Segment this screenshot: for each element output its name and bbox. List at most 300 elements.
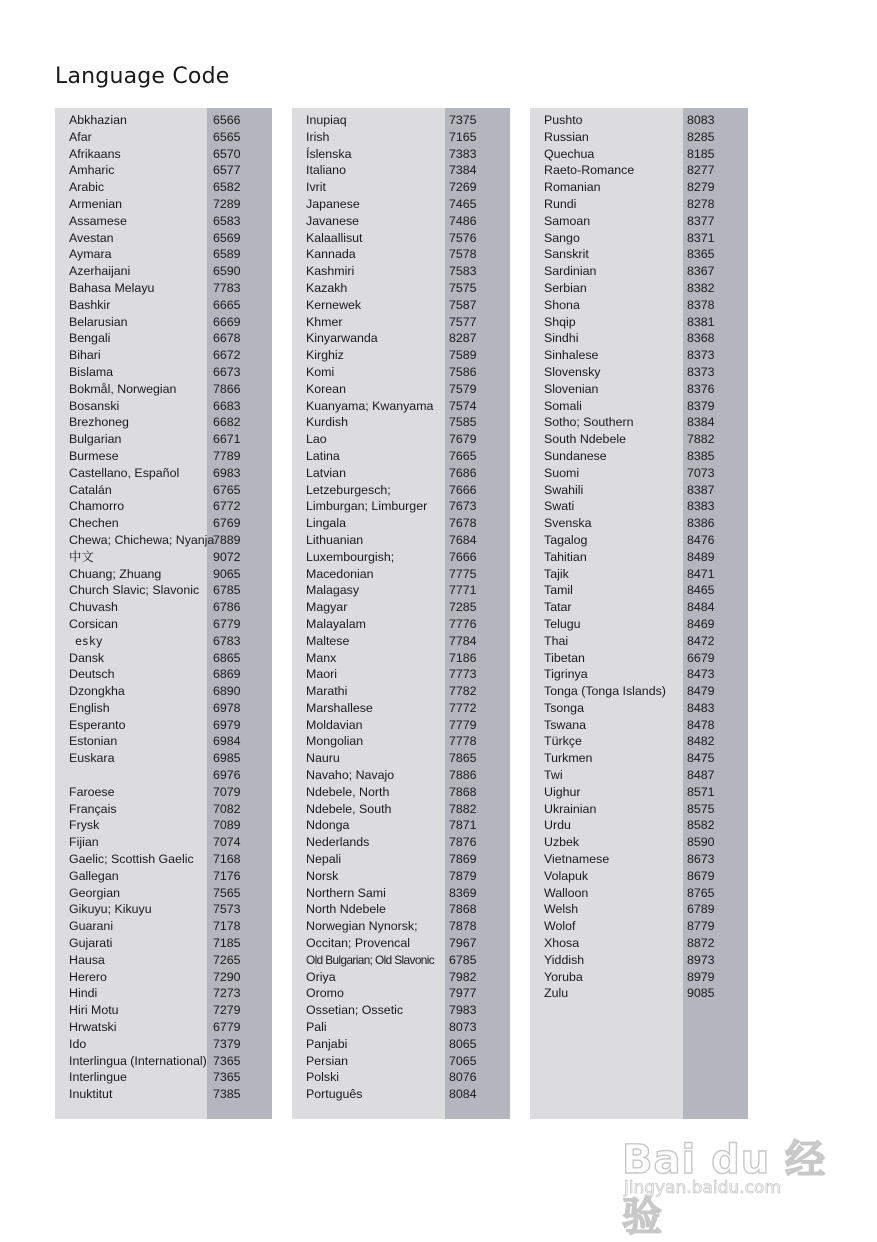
language-row: [530, 952, 748, 969]
language-code: 8383: [687, 499, 715, 514]
language-code: 6683: [213, 398, 241, 413]
language-row: [55, 347, 272, 364]
language-name: Somali: [544, 398, 582, 413]
language-name: Français: [69, 801, 117, 816]
language-name: Catalán: [69, 482, 112, 497]
language-name: Tonga (Tonga Islands): [544, 684, 666, 699]
language-code: 6865: [213, 650, 241, 665]
language-row: [292, 817, 510, 834]
language-name: Tibetan: [544, 650, 585, 665]
language-row: [55, 532, 272, 549]
language-row: [55, 633, 272, 650]
language-code: 8369: [449, 885, 477, 900]
language-code: 7684: [449, 532, 477, 547]
language-row: [292, 801, 510, 818]
language-name: Nauru: [306, 751, 340, 766]
language-code: 8084: [449, 1087, 477, 1102]
language-row: [530, 482, 748, 499]
language-name: Northern Sami: [306, 885, 386, 900]
language-code: 8065: [449, 1036, 477, 1051]
language-name: Oriya: [306, 969, 336, 984]
language-name: Italiano: [306, 163, 346, 178]
language-code: 6669: [213, 314, 241, 329]
language-code: 7185: [213, 936, 241, 951]
language-name: Chechen: [69, 516, 119, 531]
language-row: [55, 364, 272, 381]
language-code: 7178: [213, 919, 241, 934]
language-row: [292, 549, 510, 566]
language-code: 6590: [213, 264, 241, 279]
language-name: Maori: [306, 667, 337, 682]
language-code: 8673: [687, 852, 715, 867]
language-name: Gallegan: [69, 868, 119, 883]
language-name: Deutsch: [69, 667, 115, 682]
language-row: [292, 918, 510, 935]
language-row: [55, 129, 272, 146]
language-name: Kinyarwanda: [306, 331, 378, 346]
language-code: 8371: [687, 230, 715, 245]
language-name: Fijian: [69, 835, 99, 850]
language-code: 6569: [213, 230, 241, 245]
language-row: [292, 767, 510, 784]
language-row: [292, 650, 510, 667]
language-code: 7165: [449, 129, 477, 144]
language-name: Kernewek: [306, 297, 362, 312]
language-code: 8278: [687, 196, 715, 211]
language-name: 中文: [69, 549, 94, 564]
language-name: Sanskrit: [544, 247, 589, 262]
language-name: Tahitian: [544, 549, 587, 564]
language-name: Panjabi: [306, 1036, 348, 1051]
language-code: 6583: [213, 213, 241, 228]
language-code: 7587: [449, 297, 477, 312]
language-name: Inuktitut: [69, 1087, 113, 1102]
language-code: 7773: [449, 667, 477, 682]
language-name: Frysk: [69, 818, 100, 833]
language-code: 6890: [213, 684, 241, 699]
language-name: Malagasy: [306, 583, 360, 598]
language-row: [55, 230, 272, 247]
language-name: Yoruba: [544, 969, 583, 984]
language-code: 8382: [687, 280, 715, 295]
language-table-2: [292, 108, 510, 1119]
language-row: [530, 381, 748, 398]
language-name: Chuvash: [69, 600, 118, 615]
language-row: [55, 952, 272, 969]
language-row: [55, 901, 272, 918]
language-code: 7665: [449, 448, 477, 463]
language-row: [530, 263, 748, 280]
language-name: Maltese: [306, 633, 350, 648]
language-name: Walloon: [544, 885, 589, 900]
language-name: Estonian: [69, 734, 118, 749]
language-row: [530, 549, 748, 566]
language-code: 8386: [687, 516, 715, 531]
language-code: 6589: [213, 247, 241, 262]
language-code: 7779: [449, 717, 477, 732]
language-row: [55, 112, 272, 129]
language-code: 6765: [213, 482, 241, 497]
language-code: 7575: [449, 280, 477, 295]
language-row: [530, 213, 748, 230]
language-row: [292, 364, 510, 381]
language-row: [530, 868, 748, 885]
language-code: 7878: [449, 919, 477, 934]
language-name: Latina: [306, 448, 340, 463]
language-name: Azerhaijani: [69, 264, 131, 279]
language-code: 7784: [449, 633, 477, 648]
language-row: [55, 1019, 272, 1036]
language-name: Castellano, Español: [69, 465, 180, 480]
language-code: 8279: [687, 180, 715, 195]
language-row: [292, 414, 510, 431]
language-name: North Ndebele: [306, 902, 386, 917]
language-code: 8083: [687, 113, 715, 127]
language-row: [530, 179, 748, 196]
language-row: [292, 465, 510, 482]
language-row: [292, 784, 510, 801]
language-code: 7967: [449, 936, 477, 951]
language-row: [55, 733, 272, 750]
language-row: [55, 146, 272, 163]
language-code: 6976: [213, 768, 241, 783]
language-row: [55, 263, 272, 280]
language-code: 8073: [449, 1020, 477, 1035]
language-row: [55, 314, 272, 331]
language-name: Norsk: [306, 868, 339, 883]
language-row: [55, 616, 272, 633]
language-row: [55, 885, 272, 902]
language-code: 8765: [687, 885, 715, 900]
language-code: 8571: [687, 784, 715, 799]
language-code: 8387: [687, 482, 715, 497]
language-name: English: [69, 700, 110, 715]
language-row: [55, 817, 272, 834]
language-name: Ndonga: [306, 818, 350, 833]
language-code: 7065: [449, 1053, 477, 1068]
language-name: Interlingue: [69, 1070, 127, 1085]
language-row: [530, 532, 748, 549]
language-name: Aymara: [69, 247, 112, 262]
language-row: [530, 935, 748, 952]
language-code: 7686: [449, 465, 477, 480]
language-code: 7871: [449, 818, 477, 833]
language-name: Quechua: [544, 146, 595, 161]
language-code: 7866: [213, 381, 241, 396]
language-row: [292, 482, 510, 499]
language-code: 7578: [449, 247, 477, 262]
baidu-watermark: [622, 1108, 827, 1240]
language-row: [55, 448, 272, 465]
language-code: 7882: [687, 432, 715, 447]
language-name: Dansk: [69, 650, 105, 665]
language-row: [530, 616, 748, 633]
language-code: 7385: [213, 1087, 241, 1102]
language-code: 7089: [213, 818, 241, 833]
language-row: [292, 700, 510, 717]
language-name: Yiddish: [544, 952, 585, 967]
language-code: 7565: [213, 885, 241, 900]
language-row: [530, 851, 748, 868]
language-code: 6678: [213, 331, 241, 346]
language-row: [292, 750, 510, 767]
language-name: Urdu: [544, 818, 571, 833]
language-name: Esperanto: [69, 717, 126, 732]
language-name: Latvian: [306, 465, 346, 480]
language-name: Luxembourgish;: [306, 549, 395, 564]
page-title: Language Code: [55, 64, 230, 89]
language-name: Avestan: [69, 230, 114, 245]
language-row: [55, 683, 272, 700]
language-name: Mongolian: [306, 734, 364, 749]
language-name: Inupiaq: [306, 113, 347, 127]
language-code: 6785: [213, 583, 241, 598]
language-name: Raeto-Romance: [544, 163, 635, 178]
language-row: [292, 230, 510, 247]
language-code: 6978: [213, 700, 241, 715]
language-code: 6786: [213, 600, 241, 615]
language-name: Vietnamese: [544, 852, 610, 867]
language-name: Kalaallisut: [306, 230, 363, 245]
watermark-url: jingyan.baidu.com: [624, 1178, 781, 1198]
language-row: [55, 398, 272, 415]
language-code: 6570: [213, 146, 241, 161]
language-name: Türkçe: [544, 734, 582, 749]
language-code: 7783: [213, 280, 241, 295]
language-code: 8483: [687, 700, 715, 715]
language-name: Sindhi: [544, 331, 579, 346]
language-name: Komi: [306, 364, 335, 379]
language-code: 7465: [449, 196, 477, 211]
language-code: 7585: [449, 415, 477, 430]
language-code: 7579: [449, 381, 477, 396]
language-code: 7079: [213, 784, 241, 799]
language-name: Hindi: [69, 986, 98, 1001]
language-row: [55, 246, 272, 263]
language-name: Guarani: [69, 919, 114, 934]
language-code: 6582: [213, 180, 241, 195]
language-row: [292, 566, 510, 583]
language-name: Bulgarian: [69, 432, 122, 447]
language-name: Ivrit: [306, 180, 326, 195]
language-row: [292, 717, 510, 734]
language-row: [530, 414, 748, 431]
language-code: 6665: [213, 297, 241, 312]
language-row: [55, 767, 272, 784]
language-row: [55, 297, 272, 314]
language-code: 8575: [687, 801, 715, 816]
language-name: Khmer: [306, 314, 343, 329]
language-code: 7789: [213, 448, 241, 463]
language-name: Euskara: [69, 751, 115, 766]
language-row: [292, 330, 510, 347]
language-name: Kannada: [306, 247, 356, 262]
language-row: [55, 918, 272, 935]
language-code: 7285: [449, 600, 477, 615]
language-row: [530, 599, 748, 616]
language-code: 8367: [687, 264, 715, 279]
language-code: 8489: [687, 549, 715, 564]
language-name: Tatar: [544, 600, 572, 615]
language-name: Gaelic; Scottish Gaelic: [69, 852, 194, 867]
language-name: Sundanese: [544, 448, 607, 463]
language-name: Lao: [306, 432, 327, 447]
language-code: 7176: [213, 868, 241, 883]
language-name: Occitan; Provencal: [306, 936, 410, 951]
language-code: 7576: [449, 230, 477, 245]
language-name: Old Bulgarian; Old Slavonic: [306, 952, 435, 967]
language-name: Korean: [306, 381, 346, 396]
language-code: 7889: [213, 532, 241, 547]
language-name: Afar: [69, 129, 92, 144]
language-row: [292, 901, 510, 918]
language-row: [530, 918, 748, 935]
language-row: [530, 280, 748, 297]
language-code: 8287: [449, 331, 477, 346]
language-name: Malayalam: [306, 616, 366, 631]
language-code: 7365: [213, 1070, 241, 1085]
language-code: 7290: [213, 969, 241, 984]
language-row: [530, 901, 748, 918]
language-code: 7273: [213, 986, 241, 1001]
language-code: 6671: [213, 432, 241, 447]
language-row: [292, 1036, 510, 1053]
language-row: [530, 750, 748, 767]
language-name: Abkhazian: [69, 113, 127, 127]
language-name: Faroese: [69, 784, 115, 799]
language-name: Bihari: [69, 348, 101, 363]
language-name: Lithuanian: [306, 532, 364, 547]
language-code: 8076: [449, 1070, 477, 1085]
language-name: Church Slavic; Slavonic: [69, 583, 200, 598]
language-code: 8379: [687, 398, 715, 413]
language-name: Pushto: [544, 113, 583, 127]
language-code: 7384: [449, 163, 477, 178]
language-name: Svenska: [544, 516, 592, 531]
language-row: [530, 650, 748, 667]
language-row: [530, 683, 748, 700]
language-name: Belarusian: [69, 314, 128, 329]
language-code: 8185: [687, 146, 715, 161]
language-code: 6577: [213, 163, 241, 178]
language-code: 6789: [687, 902, 715, 917]
language-name: Português: [306, 1087, 363, 1102]
language-code: 7882: [449, 801, 477, 816]
language-name: Kirghiz: [306, 348, 344, 363]
language-row: [292, 851, 510, 868]
language-name: Ndebele, North: [306, 784, 390, 799]
language-row: [55, 465, 272, 482]
language-code: 8277: [687, 163, 715, 178]
language-row: [292, 868, 510, 885]
language-row: [55, 179, 272, 196]
language-code: 8377: [687, 213, 715, 228]
language-code: 8385: [687, 448, 715, 463]
language-name: Moldavian: [306, 717, 363, 732]
language-row: [55, 750, 272, 767]
language-code: 7868: [449, 902, 477, 917]
language-row: [55, 498, 272, 515]
language-name: Tigrinya: [544, 667, 588, 682]
language-code: 7583: [449, 264, 477, 279]
language-row: [55, 482, 272, 499]
language-row: [530, 633, 748, 650]
language-code: 7186: [449, 650, 477, 665]
language-row: [530, 969, 748, 986]
language-name: Tsonga: [544, 700, 584, 715]
language-row: [55, 162, 272, 179]
language-row: [55, 599, 272, 616]
language-row: [292, 347, 510, 364]
language-row: [530, 129, 748, 146]
language-name: Manx: [306, 650, 337, 665]
language-table-1: [55, 108, 272, 1119]
language-code: 6983: [213, 465, 241, 480]
language-row: [530, 246, 748, 263]
language-name: Welsh: [544, 902, 579, 917]
language-row: [530, 817, 748, 834]
language-name: Wolof: [544, 919, 576, 934]
language-name: Irish: [306, 129, 330, 144]
language-name: Ndebele, South: [306, 801, 392, 816]
language-name: Persian: [306, 1053, 349, 1068]
language-code: 7375: [449, 113, 477, 127]
language-name: Marshallese: [306, 700, 373, 715]
language-row: [292, 582, 510, 599]
language-name: Pali: [306, 1020, 327, 1035]
language-code: 7778: [449, 734, 477, 749]
language-code: 6785: [449, 952, 477, 967]
language-code: 7782: [449, 684, 477, 699]
language-name: Tswana: [544, 717, 587, 732]
language-name: Xhosa: [544, 936, 580, 951]
language-row: [55, 650, 272, 667]
language-name: Norwegian Nynorsk;: [306, 919, 418, 934]
language-row: [55, 717, 272, 734]
language-row: [55, 1053, 272, 1070]
language-row: [292, 683, 510, 700]
language-row: [530, 700, 748, 717]
language-row: [55, 1002, 272, 1019]
language-name: Marathi: [306, 684, 348, 699]
language-name: Gujarati: [69, 936, 113, 951]
language-row: [292, 616, 510, 633]
language-row: [55, 515, 272, 532]
language-code: 8373: [687, 364, 715, 379]
language-name: Turkmen: [544, 751, 593, 766]
language-code: 6984: [213, 734, 241, 749]
language-name: Tagalog: [544, 532, 588, 547]
language-row: [55, 414, 272, 431]
language-row: [530, 801, 748, 818]
language-row: [55, 330, 272, 347]
language-row: [530, 515, 748, 532]
language-code: 8482: [687, 734, 715, 749]
language-name: Interlingua (International): [69, 1053, 207, 1068]
language-name: South Ndebele: [544, 432, 626, 447]
language-name: Swahili: [544, 482, 584, 497]
language-code: 7574: [449, 398, 477, 413]
language-row: [292, 935, 510, 952]
language-row: [292, 1002, 510, 1019]
language-code: 8381: [687, 314, 715, 329]
language-code: 7879: [449, 868, 477, 883]
language-name: Sango: [544, 230, 580, 245]
language-name: Slovensky: [544, 364, 601, 379]
language-name: Hausa: [69, 952, 105, 967]
language-code: 7679: [449, 432, 477, 447]
language-name: Serbian: [544, 280, 587, 295]
